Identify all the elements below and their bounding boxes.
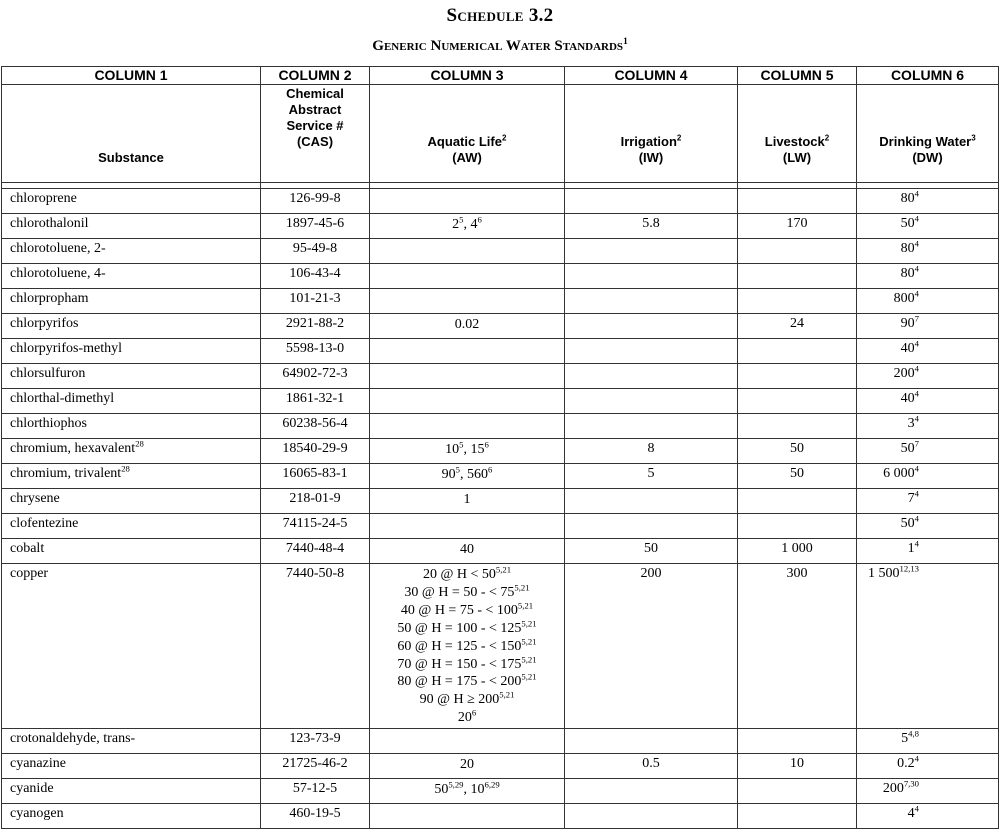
substance-name: chromium, trivalent	[10, 466, 122, 481]
substance-cell	[2, 339, 261, 364]
livestock-abbr: (LW)	[782, 150, 812, 165]
aquatic-life-cell	[370, 464, 565, 489]
aquatic-life-footnote: 5,21	[517, 600, 534, 611]
substance-cell	[2, 439, 261, 464]
drinking-water-value: 40	[900, 391, 915, 406]
aquatic-life-line	[370, 466, 564, 484]
drinking-water-cell	[857, 439, 999, 464]
drinking-water-footnote: 12,13	[899, 563, 919, 574]
irrigation-cell	[565, 339, 738, 364]
aquatic-life-footnote: 6	[484, 439, 489, 450]
subtitle-footnote: 1	[623, 37, 628, 47]
livestock-footnote: 2	[824, 133, 830, 143]
substance-name: clofentezine	[10, 516, 79, 531]
drinking-water-cell	[857, 239, 999, 264]
table-row	[2, 729, 999, 754]
cas-cell: 57-12-5	[261, 779, 370, 804]
table-row	[2, 754, 999, 779]
livestock-cell: 50	[738, 439, 857, 464]
livestock-cell: 170	[738, 214, 857, 239]
column-label-row	[2, 85, 999, 183]
drinking-water-cell	[857, 314, 999, 339]
substance-cell	[2, 754, 261, 779]
aquatic-life-value: 40 @ H = 75 - < 100	[400, 602, 518, 618]
livestock-cell: 300	[738, 564, 857, 729]
aquatic-life-cell	[370, 214, 565, 239]
substance-cell	[2, 539, 261, 564]
drinking-water-header	[857, 85, 999, 183]
aquatic-life-value: 20 @ H < 50	[422, 567, 496, 582]
aquatic-life-footnote: 6	[471, 707, 477, 718]
aquatic-life-value: 20	[457, 710, 472, 726]
substance-cell	[2, 779, 261, 804]
aquatic-life-footnote: 6	[477, 214, 482, 225]
aquatic-life-cell	[370, 264, 565, 289]
table-row	[2, 514, 999, 539]
drinking-water-footnote: 4	[914, 488, 919, 499]
substance-cell	[2, 729, 261, 754]
cas-cell: 7440-48-4	[261, 539, 370, 564]
aquatic-life-value: 30 @ H = 50 - < 75	[404, 584, 515, 600]
table-body	[2, 189, 999, 829]
irrigation-cell	[565, 364, 738, 389]
aquatic-life-line	[370, 566, 564, 584]
drinking-water-footnote: 4	[914, 363, 919, 374]
drinking-water-cell	[857, 189, 999, 214]
substance-name: chrysene	[10, 491, 60, 506]
livestock-header	[738, 85, 857, 183]
aquatic-life-cell	[370, 729, 565, 754]
aquatic-life-abbr: (AW)	[452, 150, 482, 165]
table-row	[2, 239, 999, 264]
substance-name: chlorotoluene, 4-	[10, 266, 106, 281]
aquatic-life-cell	[370, 239, 565, 264]
irrigation-cell: 5	[565, 464, 738, 489]
drinking-water-footnote: 7	[914, 313, 919, 324]
substance-cell	[2, 804, 261, 829]
drinking-water-cell	[857, 339, 999, 364]
aquatic-life-footnote: 5	[459, 439, 464, 450]
aquatic-life-footnote: 5,21	[521, 618, 537, 629]
livestock-cell	[738, 729, 857, 754]
aquatic-life-cell	[370, 754, 565, 779]
column-3-header: COLUMN 3	[370, 67, 565, 85]
drinking-water-cell	[857, 804, 999, 829]
aquatic-life-line	[370, 673, 564, 691]
drinking-water-value: 1	[907, 541, 915, 556]
cas-header-line: (CAS)	[296, 134, 334, 149]
aquatic-life-footnote: 5	[455, 464, 460, 475]
aquatic-life-value: 20	[460, 757, 474, 772]
aquatic-life-cell	[370, 339, 565, 364]
livestock-cell: 24	[738, 314, 857, 339]
drinking-water-value: 1 500	[867, 566, 900, 581]
aquatic-life-header	[370, 85, 565, 183]
schedule-title: Schedule 3.2	[446, 5, 554, 26]
aquatic-life-value: 90	[441, 467, 456, 482]
substance-cell	[2, 514, 261, 539]
drinking-water-value: 3	[907, 416, 915, 431]
substance-name: chlorthal-dimethyl	[10, 391, 115, 406]
substance-cell	[2, 414, 261, 439]
drinking-water-cell	[857, 489, 999, 514]
substance-name: chloroprene	[10, 191, 77, 206]
aquatic-life-cell	[370, 439, 565, 464]
irrigation-label: Irrigation	[620, 134, 677, 149]
irrigation-cell	[565, 189, 738, 214]
aquatic-life-cell	[370, 804, 565, 829]
drinking-water-cell	[857, 389, 999, 414]
aquatic-life-cell	[370, 389, 565, 414]
aquatic-life-cell	[370, 364, 565, 389]
livestock-cell	[738, 779, 857, 804]
table-row	[2, 489, 999, 514]
livestock-cell	[738, 489, 857, 514]
cas-cell: 18540-29-9	[261, 439, 370, 464]
irrigation-cell	[565, 514, 738, 539]
livestock-cell: 1 000	[738, 539, 857, 564]
aquatic-life-value: 50	[434, 782, 449, 797]
livestock-cell	[738, 364, 857, 389]
cas-cell: 16065-83-1	[261, 464, 370, 489]
drinking-water-footnote: 4	[914, 753, 919, 764]
cas-cell: 460-19-5	[261, 804, 370, 829]
substance-footnote: 28	[135, 438, 144, 449]
aquatic-life-line	[370, 441, 564, 459]
column-1-header: COLUMN 1	[2, 67, 261, 85]
irrigation-cell	[565, 289, 738, 314]
table-row	[2, 779, 999, 804]
irrigation-cell	[565, 314, 738, 339]
column-6-header: COLUMN 6	[857, 67, 999, 85]
substance-name: cyanide	[10, 781, 54, 796]
cas-cell: 101-21-3	[261, 289, 370, 314]
drinking-water-value: 7	[907, 491, 915, 506]
drinking-water-value: 0.2	[897, 756, 915, 771]
aquatic-life-footnote: 5	[459, 214, 464, 225]
aquatic-life-footnote: 5,21	[521, 653, 537, 664]
aquatic-life-footnote: 5,21	[499, 689, 515, 700]
substance-cell	[2, 289, 261, 314]
table-row	[2, 804, 999, 829]
table-row	[2, 264, 999, 289]
substance-name: chlorotoluene, 2-	[10, 241, 106, 256]
drinking-water-abbr: (DW)	[912, 150, 943, 165]
livestock-cell	[738, 514, 857, 539]
livestock-cell	[738, 264, 857, 289]
aquatic-life-footnote: 5,21	[495, 564, 512, 575]
aquatic-life-line	[370, 709, 564, 727]
cas-cell: 106-43-4	[261, 264, 370, 289]
aquatic-life-value: 80 @ H = 175 - < 200	[397, 674, 522, 690]
aquatic-life-line	[370, 584, 564, 602]
table-row	[2, 214, 999, 239]
substance-cell	[2, 489, 261, 514]
livestock-cell	[738, 289, 857, 314]
aquatic-life-line	[370, 316, 564, 334]
aquatic-life-cell	[370, 779, 565, 804]
drinking-water-cell	[857, 214, 999, 239]
irrigation-cell	[565, 804, 738, 829]
drinking-water-value: 90	[900, 316, 915, 331]
drinking-water-footnote: 3	[971, 133, 976, 143]
aquatic-life-value: 90 @ H ≥ 200	[419, 692, 500, 708]
cas-header	[261, 85, 370, 183]
livestock-cell: 10	[738, 754, 857, 779]
table-row	[2, 314, 999, 339]
cas-cell: 126-99-8	[261, 189, 370, 214]
cas-cell: 60238-56-4	[261, 414, 370, 439]
irrigation-header	[565, 85, 738, 183]
drinking-water-footnote: 4	[914, 263, 919, 274]
substance-header: Substance	[2, 85, 261, 183]
aquatic-life-footnote: 5,21	[514, 582, 530, 593]
aquatic-life-line	[370, 602, 564, 620]
livestock-cell	[738, 239, 857, 264]
cas-header-line: Service #	[286, 118, 344, 133]
aquatic-life-value: , 560	[460, 467, 488, 482]
aquatic-life-value: 0.02	[454, 317, 480, 332]
substance-cell	[2, 464, 261, 489]
aquatic-life-line	[370, 781, 564, 799]
drinking-water-footnote: 4	[914, 413, 919, 424]
drinking-water-cell	[857, 264, 999, 289]
drinking-water-value: 6 000	[883, 466, 915, 481]
drinking-water-cell	[857, 464, 999, 489]
substance-name: chlorpropham	[10, 291, 89, 306]
irrigation-cell	[565, 414, 738, 439]
aquatic-life-value: , 10	[463, 782, 485, 797]
substance-name: chlorothalonil	[10, 216, 89, 231]
aquatic-life-line	[370, 756, 564, 774]
aquatic-life-value: 1	[463, 492, 471, 507]
table-row	[2, 464, 999, 489]
aquatic-life-value: , 15	[463, 442, 485, 457]
cas-cell: 21725-46-2	[261, 754, 370, 779]
irrigation-cell	[565, 239, 738, 264]
aquatic-life-line	[370, 491, 564, 509]
irrigation-cell	[565, 489, 738, 514]
cas-cell: 7440-50-8	[261, 564, 370, 729]
drinking-water-cell	[857, 414, 999, 439]
substance-cell	[2, 389, 261, 414]
subtitle-text: Generic Numerical Water Standards	[372, 38, 624, 54]
livestock-cell: 50	[738, 464, 857, 489]
cas-cell: 218-01-9	[261, 489, 370, 514]
substance-name: chlorpyrifos-methyl	[10, 341, 122, 356]
aquatic-life-cell	[370, 564, 565, 729]
drinking-water-value: 5	[901, 731, 909, 746]
drinking-water-value: 200	[893, 366, 915, 381]
table-subtitle	[0, 38, 1000, 55]
cas-header-line: Chemical	[286, 86, 344, 101]
aquatic-life-value: 60 @ H = 125 - < 150	[397, 638, 522, 654]
livestock-cell	[738, 189, 857, 214]
irrigation-cell: 200	[565, 564, 738, 729]
drinking-water-cell	[857, 514, 999, 539]
aquatic-life-cell	[370, 414, 565, 439]
irrigation-cell: 50	[565, 539, 738, 564]
substance-name: crotonaldehyde, trans-	[10, 731, 136, 746]
irrigation-cell	[565, 779, 738, 804]
aquatic-life-cell	[370, 314, 565, 339]
drinking-water-footnote: 4	[914, 238, 919, 249]
substance-name: chromium, hexavalent	[10, 441, 136, 456]
aquatic-life-line	[370, 635, 564, 656]
substance-cell	[2, 189, 261, 214]
cas-cell: 64902-72-3	[261, 364, 370, 389]
drinking-water-cell	[857, 539, 999, 564]
substance-footnote: 28	[121, 463, 130, 474]
aquatic-life-line	[370, 620, 564, 638]
aquatic-life-footnote: 5,29	[448, 779, 464, 790]
aquatic-life-value: 40	[460, 542, 474, 557]
aquatic-life-label: Aquatic Life	[427, 134, 502, 149]
drinking-water-value: 80	[900, 266, 915, 281]
drinking-water-footnote: 4	[914, 213, 919, 224]
aquatic-life-cell	[370, 489, 565, 514]
aquatic-life-cell	[370, 289, 565, 314]
aquatic-life-footnote: 5,21	[521, 671, 537, 682]
livestock-cell	[738, 804, 857, 829]
substance-cell	[2, 314, 261, 339]
aquatic-life-line	[370, 691, 564, 709]
drinking-water-footnote: 7	[914, 438, 919, 449]
aquatic-life-footnote: 2	[501, 133, 507, 143]
substance-cell	[2, 564, 261, 729]
table-row	[2, 289, 999, 314]
table-row	[2, 189, 999, 214]
drinking-water-cell	[857, 754, 999, 779]
drinking-water-footnote: 4	[914, 513, 919, 524]
table-row	[2, 539, 999, 564]
cas-cell: 1897-45-6	[261, 214, 370, 239]
table-row	[2, 439, 999, 464]
irrigation-cell: 0.5	[565, 754, 738, 779]
substance-name: cobalt	[10, 541, 45, 556]
drinking-water-footnote: 4	[914, 538, 919, 549]
substance-cell	[2, 364, 261, 389]
drinking-water-value: 80	[900, 241, 915, 256]
irrigation-cell: 5.8	[565, 214, 738, 239]
column-5-header: COLUMN 5	[738, 67, 857, 85]
drinking-water-footnote: 4,8	[908, 728, 919, 739]
aquatic-life-line	[370, 541, 564, 559]
water-standards-table	[1, 66, 999, 829]
substance-name: chlorpyrifos	[10, 316, 79, 331]
drinking-water-value: 50	[900, 216, 915, 231]
livestock-cell	[738, 339, 857, 364]
livestock-cell	[738, 389, 857, 414]
table-row	[2, 564, 999, 729]
drinking-water-footnote: 4	[914, 188, 919, 199]
table-row	[2, 364, 999, 389]
irrigation-abbr: (IW)	[638, 150, 664, 165]
drinking-water-value: 40	[900, 341, 915, 356]
irrigation-cell	[565, 389, 738, 414]
table-row	[2, 414, 999, 439]
aquatic-life-value: 70 @ H = 150 - < 175	[397, 656, 522, 672]
drinking-water-cell	[857, 729, 999, 754]
drinking-water-cell	[857, 289, 999, 314]
aquatic-life-cell	[370, 514, 565, 539]
cas-cell: 1861-32-1	[261, 389, 370, 414]
drinking-water-value: 200	[882, 781, 904, 796]
livestock-label: Livestock	[764, 134, 825, 149]
aquatic-life-value: 50 @ H = 100 - < 125	[397, 620, 522, 636]
aquatic-life-footnote: 6,29	[484, 779, 500, 790]
livestock-cell	[738, 414, 857, 439]
drinking-water-value: 800	[893, 291, 915, 306]
substance-cell	[2, 214, 261, 239]
aquatic-life-footnote: 5,21	[521, 635, 537, 646]
aquatic-life-cell	[370, 189, 565, 214]
cas-header-line: Abstract	[288, 102, 342, 117]
cas-cell: 2921-88-2	[261, 314, 370, 339]
drinking-water-value: 4	[907, 806, 915, 821]
irrigation-footnote: 2	[676, 133, 682, 143]
drinking-water-value: 50	[900, 516, 915, 531]
aquatic-life-line	[370, 653, 564, 674]
column-4-header: COLUMN 4	[565, 67, 738, 85]
table-row	[2, 339, 999, 364]
aquatic-life-line	[370, 216, 564, 234]
irrigation-cell	[565, 729, 738, 754]
drinking-water-cell	[857, 779, 999, 804]
aquatic-life-cell	[370, 539, 565, 564]
irrigation-cell	[565, 264, 738, 289]
column-number-row	[2, 67, 999, 85]
aquatic-life-footnote: 6	[488, 464, 493, 475]
drinking-water-footnote: 4	[914, 463, 919, 474]
aquatic-life-value: 10	[445, 442, 460, 457]
cas-cell: 74115-24-5	[261, 514, 370, 539]
drinking-water-cell	[857, 364, 999, 389]
substance-name: chlorsulfuron	[10, 366, 86, 381]
substance-name: cyanazine	[10, 756, 66, 771]
drinking-water-footnote: 4	[914, 388, 919, 399]
irrigation-cell: 8	[565, 439, 738, 464]
drinking-water-footnote: 4	[914, 338, 919, 349]
drinking-water-footnote: 7,30	[903, 778, 919, 789]
aquatic-life-value: , 4	[463, 217, 478, 232]
substance-name: chlorthiophos	[10, 416, 87, 431]
drinking-water-value: 50	[900, 441, 915, 456]
drinking-water-cell	[857, 564, 999, 729]
table-row	[2, 389, 999, 414]
cas-cell: 95-49-8	[261, 239, 370, 264]
drinking-water-footnote: 4	[914, 803, 919, 814]
drinking-water-value: 80	[900, 191, 915, 206]
drinking-water-footnote: 4	[914, 288, 919, 299]
substance-name: copper	[10, 566, 49, 581]
aquatic-life-value: 2	[452, 217, 460, 232]
drinking-water-label: Drinking Water	[879, 134, 972, 149]
substance-cell	[2, 239, 261, 264]
cas-cell: 123-73-9	[261, 729, 370, 754]
substance-cell	[2, 264, 261, 289]
column-2-header: COLUMN 2	[261, 67, 370, 85]
cas-cell: 5598-13-0	[261, 339, 370, 364]
substance-name: cyanogen	[10, 806, 64, 821]
